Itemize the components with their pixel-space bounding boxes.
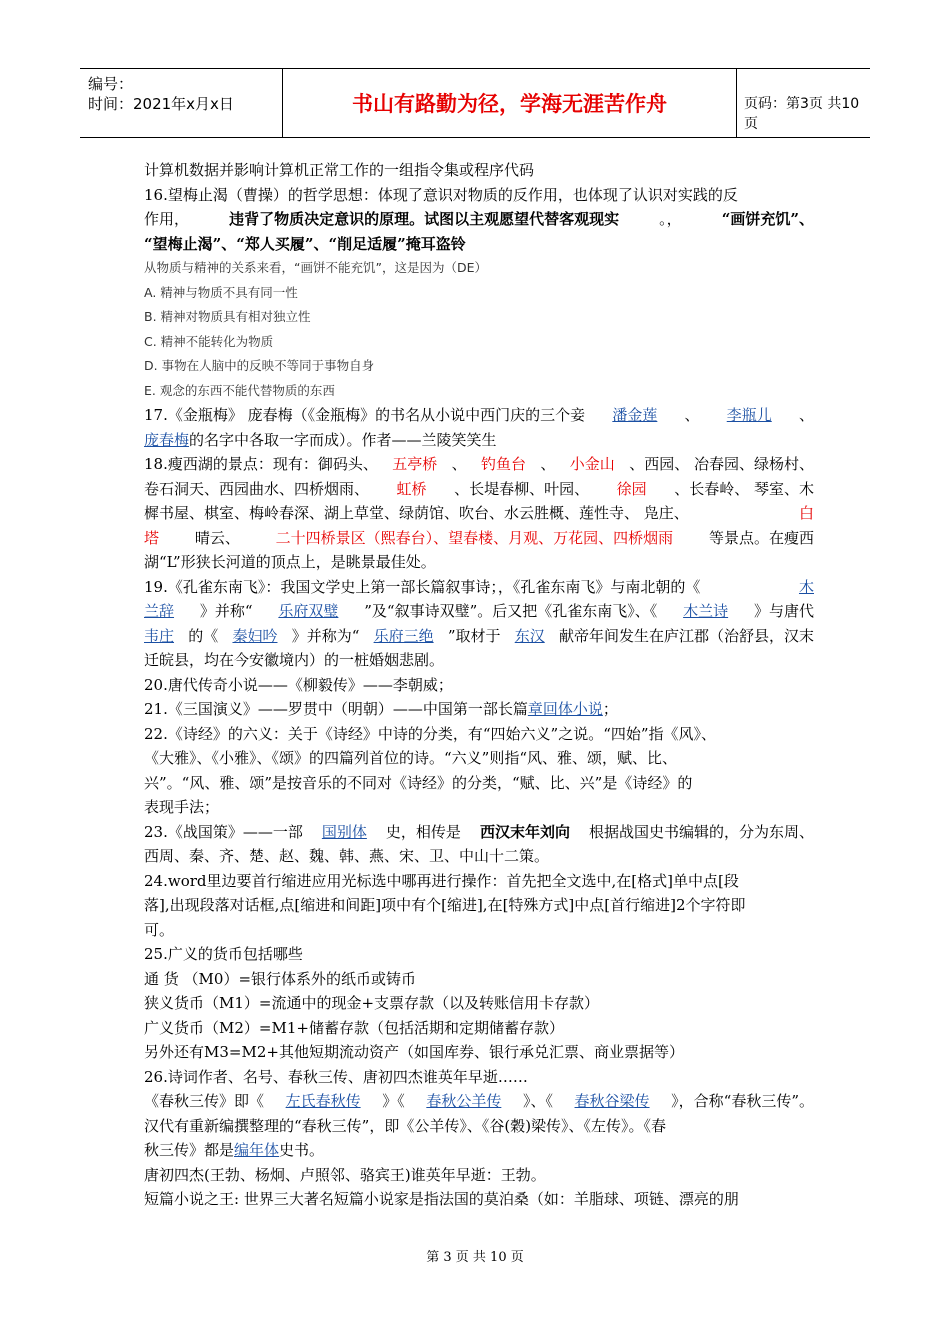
text-segment: 《大雅》、《小雅》、《颂》的四篇列首位的诗。“六义”则指“风、雅、颂，赋、比、: [144, 749, 678, 767]
text-link[interactable]: 秦妇吟: [232, 626, 278, 645]
text-segment: 、长春岭、 琴室、木: [674, 479, 814, 498]
text-segment: 26.诗词作者、名号、春秋三传、唐初四杰谁英年早逝……: [144, 1067, 528, 1086]
text-segment: 迁皖县，均在今安徽境内）的一桩婚姻悲剧。: [144, 651, 445, 669]
text-segment: 短篇小说之王: 世界三大著名短篇小说家是指法国的莫泊桑（如：羊脂球、项链、漂亮的朋: [144, 1190, 739, 1208]
text-line: [144, 991, 814, 1016]
text-line: [144, 1089, 814, 1114]
text-segment: 21.《三国演义》——罗贯中（明朝）——中国第一部长篇: [144, 700, 528, 718]
text-segment: 晴云、: [194, 528, 240, 547]
text-segment: 汉代有重新编撰整理的“春秋三传”，即《公羊传》、《谷(穀)梁传》、《左传》。《春: [144, 1116, 667, 1135]
text-line: [144, 1114, 814, 1139]
text-segment: 25.广义的货币包括哪些: [144, 945, 303, 963]
highlighted-text: 白: [798, 504, 814, 522]
highlighted-text: 二十四桥景区（熙春台）、望春楼、月观、万花园、四桥烟雨: [275, 528, 674, 547]
text-segment: 、: [451, 455, 467, 473]
text-segment: 通 货 （M0）=银行体系外的纸币或铸币: [144, 969, 417, 988]
text-segment: 、西园、 冶春园、绿杨村、: [629, 455, 814, 473]
text-segment: 》并称为“: [291, 626, 360, 645]
text-link[interactable]: 乐府双璧: [278, 602, 339, 620]
text-line: [144, 379, 814, 404]
text-line: [144, 477, 814, 502]
text-line: [144, 1016, 814, 1041]
text-segment: 史，相传是: [385, 822, 461, 841]
text-segment: ；: [602, 700, 618, 718]
text-segment: D. 事物在人脑中的反映不等同于事物自身: [144, 358, 375, 373]
text-segment: ”及“叙事诗双璧”。后又把《孔雀东南飞》、《: [364, 602, 658, 620]
text-line: [144, 697, 814, 722]
text-line: [144, 428, 814, 453]
text-line: [144, 403, 814, 428]
text-line: [144, 624, 814, 649]
text-segment: 另外还有M3=M2+其他短期流动资产（如国库券、银行承兑汇票、商业票据等）: [144, 1043, 684, 1061]
text-link[interactable]: 李瓶儿: [726, 406, 772, 424]
text-line: [144, 330, 814, 355]
text-line: [144, 599, 814, 624]
text-line: [144, 967, 814, 992]
text-line: [144, 158, 814, 183]
text-link[interactable]: 木兰诗: [683, 602, 729, 620]
page-footer: 第 3 页 共 10 页: [426, 1250, 524, 1265]
highlighted-text: 五亭桥: [392, 455, 438, 473]
header-meta: [80, 69, 282, 137]
text-segment: 西周、秦、齐、楚、赵、魏、韩、燕、宋、卫、中山十二策。: [144, 847, 550, 865]
text-segment: 湖“L”形狭长河道的顶点上，是眺景最佳处。: [144, 553, 436, 571]
text-segment: 》，合称“春秋三传”。: [671, 1092, 814, 1110]
text-line: [144, 281, 814, 306]
number-label: 编号：: [88, 75, 134, 93]
text-segment: 》与唐代: [753, 602, 814, 620]
text-link[interactable]: 庞春梅: [144, 430, 190, 449]
page-header: [80, 68, 870, 138]
text-line: [144, 526, 814, 551]
text-segment: B. 精神对物质具有相对独立性: [144, 309, 311, 324]
text-line: [144, 575, 814, 600]
text-link[interactable]: 木: [798, 577, 814, 596]
text-segment: 》《: [382, 1092, 405, 1110]
text-segment: 可。: [144, 920, 175, 939]
text-link[interactable]: 国别体: [321, 822, 367, 841]
highlighted-text: 塔: [144, 528, 160, 547]
text-segment: 广义货币（M2）=M1+储蓄存款（包括活期和定期储蓄存款）: [144, 1018, 564, 1037]
text-line: [144, 1040, 814, 1065]
text-line: [144, 942, 814, 967]
text-line: [144, 795, 814, 820]
text-line: [144, 1065, 814, 1090]
text-segment: 、: [540, 455, 556, 473]
text-segment: 樨书屋、棋室、梅岭春深、湖上草堂、绿荫馆、吹台、水云胜概、莲性寺、 凫庄、: [144, 504, 689, 522]
highlighted-text: 徐园: [616, 479, 647, 498]
header-motto: 书山有路勤为径，学海无涯苦作舟: [282, 69, 737, 137]
text-segment: 根据战国史书编辑的，分为东周、: [588, 822, 814, 841]
text-line: [144, 918, 814, 943]
bold-text: 违背了物质决定意识的原理。试图以主观愿望代替客观现实: [229, 210, 620, 228]
text-segment: 、: [798, 406, 814, 424]
text-segment: 》并称“: [199, 602, 253, 620]
text-link[interactable]: 春秋谷梁传: [574, 1092, 650, 1110]
text-segment: 23.《战国策》——一部: [144, 822, 303, 841]
text-link[interactable]: 春秋公羊传: [426, 1092, 502, 1110]
text-segment: E. 观念的东西不能代替物质的东西: [144, 382, 335, 398]
text-segment: 献帝年间发生在庐江郡（治舒县，汉末: [558, 626, 814, 645]
text-line: [144, 771, 814, 796]
text-line: [144, 354, 814, 379]
text-segment: 》、《: [522, 1092, 553, 1110]
text-link[interactable]: 潘金莲: [612, 406, 658, 424]
bold-text: “望梅止渴”、“郑人买履”、“削足适履”掩耳盗铃: [144, 234, 466, 253]
text-segment: 的《: [188, 626, 219, 645]
text-line: [144, 746, 814, 771]
text-line: [144, 232, 814, 257]
text-segment: 17.《金瓶梅》 庞春梅（《金瓶梅》的书名从小说中西门庆的三个妾: [144, 406, 586, 424]
date-label: 时间：2021年x月x日: [88, 95, 234, 113]
text-line: [144, 1163, 814, 1188]
highlighted-text: 小金山: [569, 455, 615, 473]
text-line: [144, 256, 814, 281]
text-segment: 从物质与精神的关系来看，“画饼不能充饥”，这是因为（DE）: [144, 260, 487, 275]
text-segment: ”取材于: [447, 626, 501, 645]
bold-text: 西汉末年刘向: [479, 822, 570, 841]
text-link[interactable]: 左氏春秋传: [285, 1092, 361, 1110]
text-line: [144, 183, 814, 208]
text-line: [144, 1187, 814, 1212]
text-line: [144, 452, 814, 477]
text-segment: 等景点。在瘦西: [708, 528, 814, 547]
highlighted-text: 虹桥: [396, 479, 427, 498]
text-line: [144, 550, 814, 575]
text-line: [144, 844, 814, 869]
text-line: [144, 722, 814, 747]
text-segment: C. 精神不能转化为物质: [144, 333, 274, 349]
text-line: [144, 305, 814, 330]
text-link[interactable]: 章回体小说: [527, 700, 603, 718]
header-page-info: 页码：第3页 共10页: [744, 96, 860, 132]
text-line: [144, 893, 814, 918]
text-segment: 24.word里边要首行缩进应用光标选中哪再进行操作：首先把全文选中,在[格式]单中点[段: [144, 871, 739, 890]
text-line: [144, 820, 814, 845]
text-link[interactable]: 兰辞: [144, 602, 175, 620]
text-segment: 兴”。“风、雅、颂”是按音乐的不同对《诗经》的分类，“赋、比、兴”是《诗经》的: [144, 773, 693, 792]
text-link[interactable]: 编年体: [234, 1141, 280, 1159]
text-link[interactable]: 东汉: [514, 626, 545, 645]
text-line: [144, 207, 814, 232]
text-segment: A. 精神与物质不具有同一性: [144, 284, 298, 300]
text-line: [144, 869, 814, 894]
text-segment: 表现手法；: [144, 798, 220, 816]
text-segment: 卷石洞天、西园曲水、四桥烟雨、: [144, 479, 370, 498]
text-segment: 18.瘦西湖的景点：现有：御码头、: [144, 455, 378, 473]
text-line: [144, 1138, 814, 1163]
text-segment: 唐初四杰(王勃、杨炯、卢照邻、骆宾王)谁英年早逝：王勃。: [144, 1165, 546, 1184]
text-segment: 的名字中各取一字而成）。作者——兰陵笑笑生: [189, 430, 497, 449]
text-segment: 秋三传》都是: [144, 1141, 235, 1159]
text-segment: 计算机数据并影响计算机正常工作的一组指令集或程序代码: [144, 161, 535, 179]
text-segment: 。，: [659, 210, 682, 228]
text-segment: 、长堤春柳、叶园、: [454, 479, 590, 498]
bold-text: “画饼充饥”、: [721, 210, 814, 228]
text-segment: 作用，: [144, 210, 190, 228]
text-segment: 16.望梅止渴（曹操）的哲学思想：体现了意识对物质的反作用，也体现了认识对实践的反: [144, 185, 738, 204]
text-segment: 19.《孔雀东南飞》：我国文学史上第一部长篇叙事诗；，《孔雀东南飞》与南北朝的《: [144, 577, 701, 596]
text-segment: 、: [684, 406, 700, 424]
text-segment: 22.《诗经》的六义：关于《诗经》中诗的分类，有“四始六义”之说。“四始”指《风》、: [144, 724, 717, 743]
text-segment: 20.唐代传奇小说——《柳毅传》——李朝威；: [144, 675, 453, 694]
text-segment: 落],出现段落对话框,点[缩进和间距]项中有个[缩进],在[特殊方式]中点[首行缩进]2个字符即: [144, 896, 746, 914]
text-line: [144, 648, 814, 673]
text-segment: 史书。: [279, 1141, 325, 1159]
text-link[interactable]: 韦庄: [144, 626, 175, 645]
text-line: [144, 501, 814, 526]
highlighted-text: 钓鱼台: [481, 455, 527, 473]
text-link[interactable]: 乐府三绝: [373, 626, 434, 645]
text-line: [144, 673, 814, 698]
text-segment: 狭义货币（M1）=流通中的现金+支票存款（以及转账信用卡存款）: [144, 994, 600, 1012]
document-body: [144, 158, 814, 1212]
text-segment: 《春秋三传》即《: [144, 1092, 265, 1110]
